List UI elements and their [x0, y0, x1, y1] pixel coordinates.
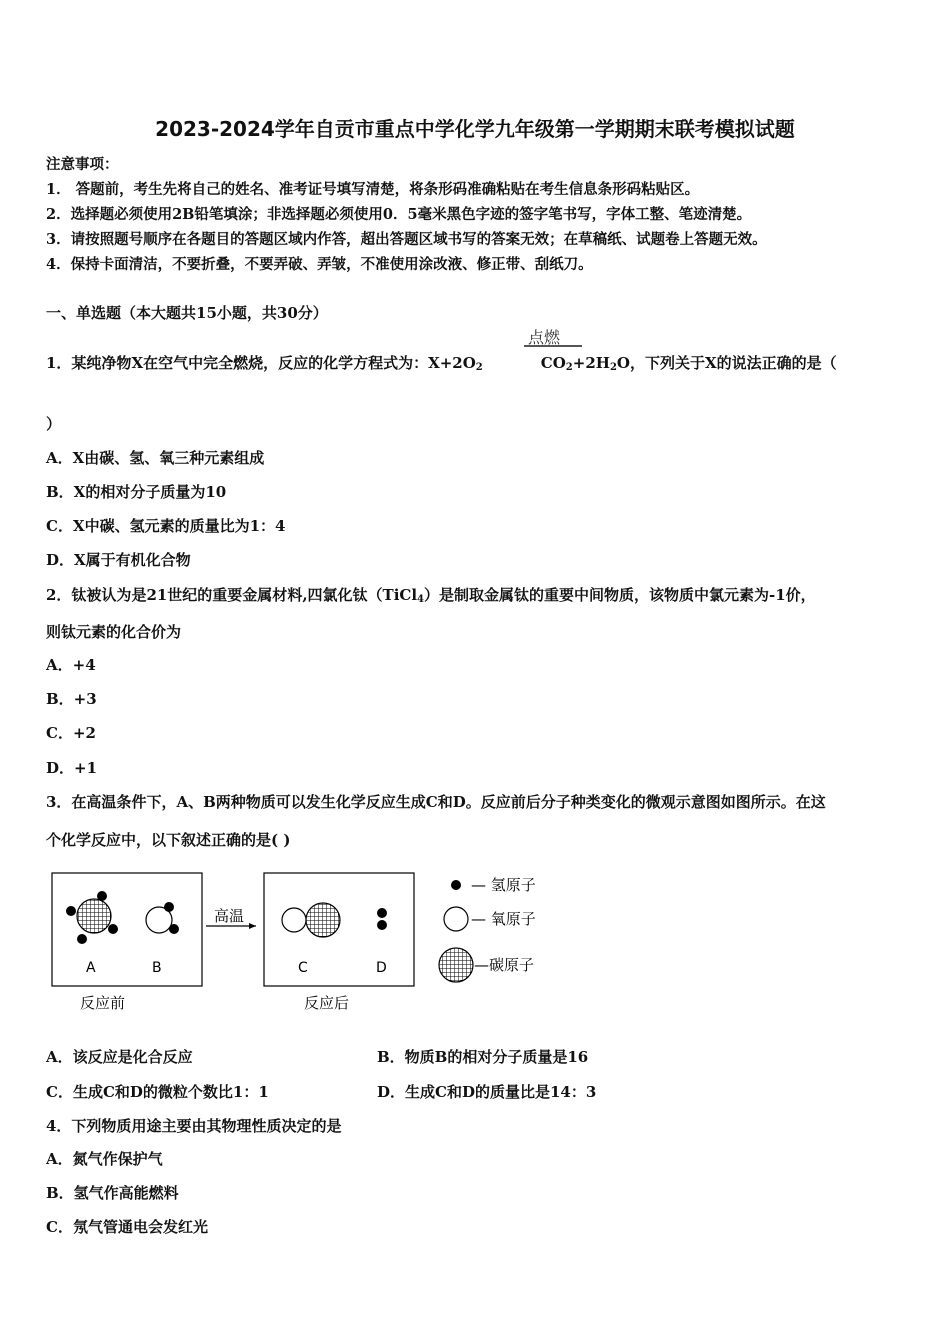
notice-item-3: 3．请按照题号顺序在各题目的答题区域内作答，超出答题区域书写的答案无效；在草稿纸、试题卷上答题无效。 — [46, 231, 767, 248]
notice-item-2: 2．选择题必须使用2B铅笔填涂；非选择题必须使用0．5毫米黑色字迹的签字笔书写，字体工整、笔迹清楚。 — [46, 206, 752, 223]
notice-heading: 注意事项： — [46, 156, 119, 173]
molecule-a — [66, 891, 118, 944]
q4-option-a[interactable]: A．氮气作保护气 — [46, 1150, 163, 1168]
q2-stem-b: ）是制取金属钛的重要中间物质，该物质中氯元素为-1价， — [424, 586, 816, 604]
q1-product-h2o-b: O，下列关于X的说法正确的是（ — [616, 354, 837, 372]
reaction-arrowhead — [249, 923, 256, 929]
legend-oxygen: — 氧原子 — [471, 910, 536, 928]
q1-stem-text: 1．某纯净物X在空气中完全燃烧，反应的化学方程式为：X+2O — [46, 354, 476, 372]
q1-stem-close: ） — [46, 415, 62, 433]
reaction-condition: 点燃 — [528, 328, 561, 347]
q1-sub-co2: 2 — [565, 362, 573, 373]
q3-stem-line2: 个化学反应中，以下叙述正确的是( ) — [46, 831, 291, 849]
q1-option-c[interactable]: C．X中碳、氢元素的质量比为1：4 — [46, 517, 286, 535]
q1-stem — [46, 352, 837, 373]
label-before: 反应前 — [80, 994, 126, 1012]
notice-item-4: 4．保持卡面清洁，不要折叠，不要弄破、弄皱，不准使用涂改液、修正带、刮纸刀。 — [46, 256, 593, 273]
page-title: 2023-2024学年自贡市重点中学化学九年级第一学期期末联考模拟试题 — [155, 117, 795, 141]
q1-option-d[interactable]: D．X属于有机化合物 — [46, 551, 191, 569]
q3-option-a[interactable]: A．该反应是化合反应 — [46, 1048, 193, 1066]
q2-stem — [46, 584, 816, 605]
legend-hydrogen-icon — [451, 880, 461, 890]
q2-stem-line2: 则钛元素的化合价为 — [46, 623, 182, 641]
q1-option-b[interactable]: B．X的相对分子质量为10 — [46, 483, 227, 501]
q3-option-d[interactable]: D．生成C和D的质量比是14：3 — [377, 1083, 597, 1101]
label-d: D — [376, 960, 387, 976]
q3-option-c[interactable]: C．生成C和D的微粒个数比1：1 — [46, 1083, 269, 1101]
label-a: A — [86, 960, 96, 976]
legend-oxygen-icon — [444, 907, 468, 931]
q2-option-a[interactable]: A．+4 — [46, 656, 96, 674]
legend-carbon-icon — [439, 948, 473, 982]
q1-product-h2o-a: +2H — [572, 354, 610, 372]
q2-option-d[interactable]: D．+1 — [46, 759, 98, 777]
legend-hydrogen: — 氢原子 — [471, 876, 536, 894]
legend-carbon: —碳原子 — [474, 956, 535, 974]
q1-option-a[interactable]: A．X由碳、氢、氧三种元素组成 — [46, 449, 265, 467]
reaction-diagram — [46, 868, 566, 1018]
q2-sub: 4 — [417, 594, 425, 605]
notice-item-1: 1． 答题前，考生先将自己的姓名、准考证号填写清楚，将条形码准确粘贴在考生信息条形码粘贴区。 — [46, 181, 700, 198]
arrow-condition: 高温 — [214, 907, 245, 925]
q4-stem: 4．下列物质用途主要由其物理性质决定的是 — [46, 1117, 342, 1135]
q4-option-c[interactable]: C．氖气管通电会发红光 — [46, 1218, 208, 1236]
molecule-d — [377, 908, 387, 930]
q3-stem-line1: 3．在高温条件下，A、B两种物质可以发生化学反应生成C和D。反应前后分子种类变化的微观示意图如图所示。在这 — [46, 793, 826, 811]
before-box — [52, 873, 202, 986]
molecule-c — [282, 903, 340, 937]
section-heading: 一、单选题（本大题共15小题，共30分） — [46, 304, 328, 322]
q2-stem-a: 2．钛被认为是21世纪的重要金属材料,四氯化钛（TiCl — [46, 586, 418, 604]
q1-sub-o2: 2 — [475, 362, 483, 373]
q2-option-c[interactable]: C．+2 — [46, 724, 96, 742]
label-after: 反应后 — [304, 994, 350, 1012]
q4-option-b[interactable]: B．氢气作高能燃料 — [46, 1184, 179, 1202]
q2-option-b[interactable]: B．+3 — [46, 690, 97, 708]
reaction-diagram-svg — [46, 868, 566, 1018]
molecule-b — [146, 902, 179, 934]
reaction-arrow-bar — [524, 345, 582, 347]
label-c: C — [298, 960, 308, 976]
q3-option-b[interactable]: B．物质B的相对分子质量是16 — [377, 1048, 589, 1066]
q1-sub-h2: 2 — [609, 362, 617, 373]
label-b: B — [152, 960, 162, 976]
q1-product-co: CO — [540, 354, 566, 372]
